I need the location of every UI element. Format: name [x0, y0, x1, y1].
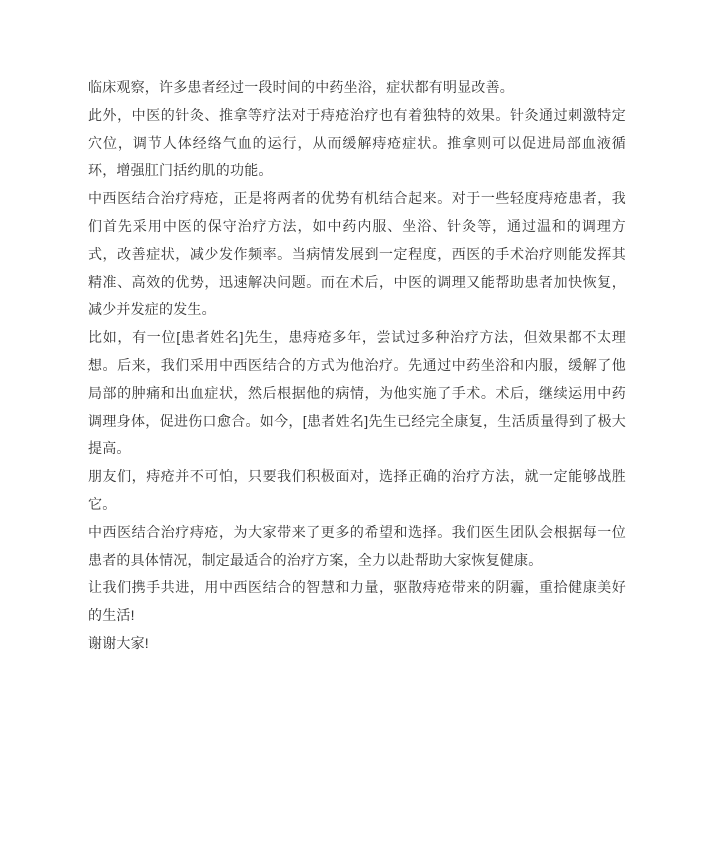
document-body-text	[88, 74, 626, 658]
paragraph-2: 此外，中医的针灸、推拿等疗法对于痔疮治疗也有着独特的效果。针灸通过刺激特定穴位，调节人体经络气血的运行，从而缓解痔疮症状。推拿则可以促进局部血液循环，增强肛门括约肌的功能。	[88, 106, 626, 179]
paragraph-7: 让我们携手共进，用中西医结合的智慧和力量，驱散痔疮带来的阴霾，重拾健康美好的生活!	[88, 579, 626, 624]
paragraph-3: 中西医结合治疗痔疮，正是将两者的优势有机结合起来。对于一些轻度痔疮患者，我们首先采用中医的保守治疗方法，如中药内服、坐浴、针灸等，通过温和的调理方式，改善症状，减少发作频率。当病情发展到一定程度，西医的手术治疗则能发挥其精准、高效的优势，迅速解决问题。而在术后，中医的调理又能帮助患者加快恢复，减少并发症的发生。	[88, 190, 626, 318]
paragraph-1: 临床观察，许多患者经过一段时间的中药坐浴，症状都有明显改善。	[88, 79, 514, 95]
paragraph-5: 朋友们，痔疮并不可怕，只要我们积极面对，选择正确的治疗方法，就一定能够战胜它。	[88, 468, 626, 512]
paragraph-8: 谢谢大家!	[88, 634, 149, 651]
paragraph-6: 中西医结合治疗痔疮，为大家带来了更多的希望和选择。我们医生团队会根据每一位患者的具体情况，制定最适合的治疗方案，全力以赴帮助大家恢复健康。	[88, 523, 626, 568]
paragraph-4: 比如，有一位[患者姓名]先生，患痔疮多年，尝试过多种治疗方法，但效果都不太理想。后来，我们采用中西医结合的方式为他治疗。先通过中药坐浴和内服，缓解了他局部的肿痛和出血症状，然后根据他的病情，为他实施了手术。术后，继续运用中药调理身体，促进伤口愈合。如今，[患者姓名]先生已经完全康复，生活质量得到了极大提高。	[88, 329, 626, 457]
